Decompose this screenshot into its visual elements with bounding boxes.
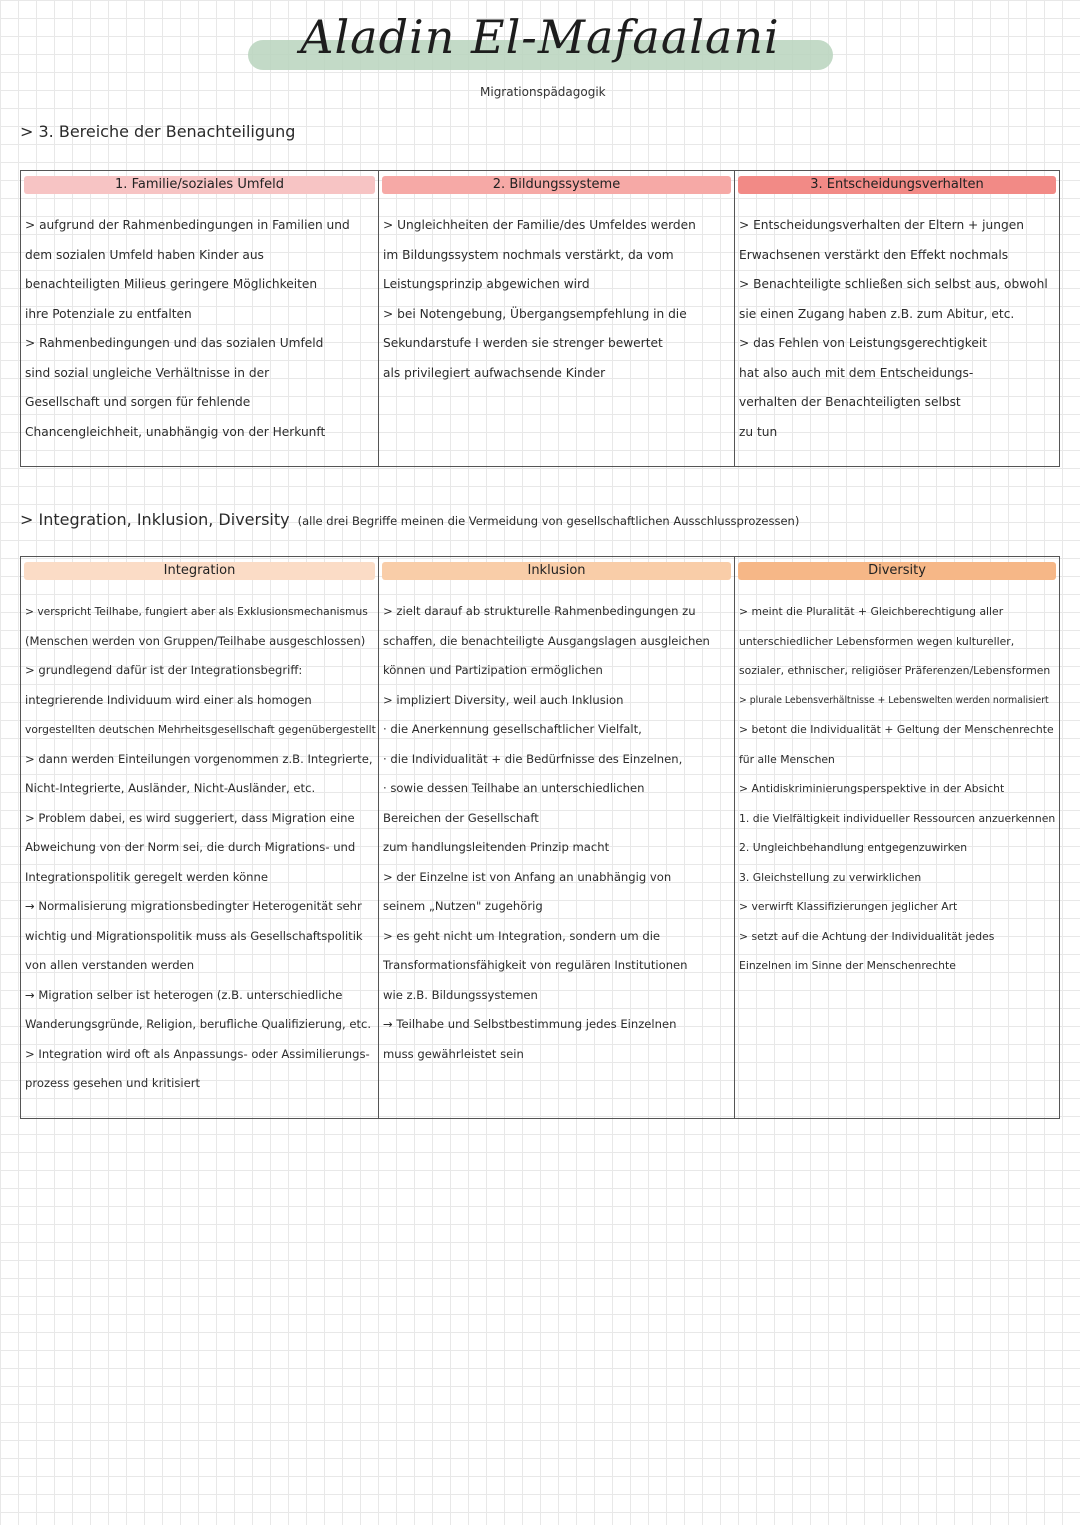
column-header: Integration <box>24 562 375 580</box>
text-line: → Teilhabe und Selbstbestimmung jedes Einzelnen <box>383 1017 677 1031</box>
text-line: > der Einzelne ist von Anfang an unabhängig von <box>383 869 672 884</box>
column-header: Inklusion <box>382 562 731 580</box>
text-line: > Rahmenbedingungen und das sozialen Umfeld <box>25 336 324 350</box>
column-familie <box>21 171 378 466</box>
text-line: wichtig und Migrationspolitik muss als Gesellschaftspolitik <box>25 928 363 943</box>
text-line: 2. Ungleichbehandlung entgegenzuwirken <box>739 841 968 854</box>
text-line: für alle Menschen <box>739 752 835 766</box>
text-line: Integrationspolitik geregelt werden könne <box>25 869 268 884</box>
text-line: sie einen Zugang haben z.B. zum Abitur, etc. <box>739 306 1015 321</box>
text-line: sind sozial ungleiche Verhältnisse in der <box>25 365 270 380</box>
text-line: > verwirft Klassifizierungen jeglicher Art <box>739 900 958 913</box>
text-line: > Integration wird oft als Anpassungs- oder Assimilierungs- <box>25 1046 370 1061</box>
column-header: 2. Bildungssysteme <box>382 176 731 194</box>
text-line: Gesellschaft und sorgen für fehlende <box>25 395 251 409</box>
column-body <box>25 597 376 1099</box>
text-line: hat also auch mit dem Entscheidungs- <box>739 365 974 380</box>
column-integration <box>21 557 378 1118</box>
column-body <box>383 597 732 1069</box>
column-diversity <box>734 557 1059 1118</box>
column-entscheidungsverhalten <box>734 171 1059 466</box>
text-line: Erwachsenen verstärkt den Effekt nochmals <box>739 247 1009 262</box>
text-line: 1. die Vielfältigkeit individueller Ressourcen anzuerkennen <box>739 811 1056 825</box>
text-line: Transformationsfähigkeit von regulären Institutionen <box>383 958 688 972</box>
text-line: 3. Gleichstellung zu verwirklichen <box>739 870 922 884</box>
column-bildungssysteme <box>378 171 734 466</box>
text-line: → Normalisierung migrationsbedingter Heterogenität sehr <box>25 899 362 913</box>
text-line: (Menschen werden von Gruppen/Teilhabe ausgeschlossen) <box>25 633 366 648</box>
text-line: sozialer, ethnischer, religiöser Präferenzen/Lebensformen <box>739 664 1051 677</box>
text-line: · die Anerkennung gesellschaftlicher Vielfalt, <box>383 722 642 736</box>
column-body <box>383 211 732 388</box>
page-title: Aladin El-Mafaalani <box>300 10 780 64</box>
text-line: vorgestellten deutschen Mehrheitsgesellschaft gegenübergestellt <box>25 723 376 736</box>
text-line: integrierende Individuum wird einer als homogen <box>25 692 312 707</box>
text-line: verhalten der Benachteiligten selbst <box>739 395 961 409</box>
section-heading-note: (alle drei Begriffe meinen die Vermeidung von gesellschaftlichen Ausschlussprozessen) <box>297 514 800 528</box>
column-header: 3. Entscheidungsverhalten <box>738 176 1056 194</box>
text-line: > betont die Individualität + Geltung der Menschenrechte <box>739 723 1054 736</box>
text-line: > impliziert Diversity, weil auch Inklusion <box>383 692 624 707</box>
text-line: schaffen, die benachteiligte Ausgangslagen ausgleichen <box>383 633 710 648</box>
page-subtitle: Migrationspädagogik <box>480 85 606 99</box>
text-line: > es geht nicht um Integration, sondern um die <box>383 928 661 943</box>
text-line: ihre Potenziale zu entfalten <box>25 306 192 321</box>
text-line: benachteiligten Milieus geringere Möglichkeiten <box>25 277 318 291</box>
text-line: zu tun <box>739 424 778 439</box>
text-line: unterschiedlicher Lebensformen wegen kultureller, <box>739 634 1015 648</box>
column-body <box>739 211 1057 447</box>
section-heading-integration <box>20 510 799 529</box>
text-line: > Entscheidungsverhalten der Eltern + jungen <box>739 218 1024 232</box>
section-heading-text: > 3. Bereiche der Benachteiligung <box>20 122 296 141</box>
column-header: Diversity <box>738 562 1056 580</box>
text-line: > meint die Pluralität + Gleichberechtigung aller <box>739 605 1004 618</box>
text-line: können und Partizipation ermöglichen <box>383 663 603 677</box>
text-line: im Bildungssystem nochmals verstärkt, da vom <box>383 247 674 262</box>
column-header: 1. Familie/soziales Umfeld <box>24 176 375 194</box>
text-line: > bei Notengebung, Übergangsempfehlung in die <box>383 306 687 321</box>
text-line: zum handlungsleitenden Prinzip macht <box>383 840 610 854</box>
text-line: > zielt darauf ab strukturelle Rahmenbedingungen zu <box>383 604 696 618</box>
column-body <box>25 211 376 447</box>
text-line: Wanderungsgründe, Religion, berufliche Qualifizierung, etc. <box>25 1017 372 1031</box>
text-line: von allen verstanden werden <box>25 958 195 972</box>
table-benachteiligung <box>20 170 1060 467</box>
text-line: > aufgrund der Rahmenbedingungen in Familien und <box>25 218 350 232</box>
text-line: als privilegiert aufwachsende Kinder <box>383 365 606 380</box>
text-line: → Migration selber ist heterogen (z.B. unterschiedliche <box>25 987 343 1002</box>
text-line: Nicht-Integrierte, Ausländer, Nicht-Ausländer, etc. <box>25 781 316 795</box>
text-line: · die Individualität + die Bedürfnisse des Einzelnen, <box>383 751 683 766</box>
text-line: muss gewährleistet sein <box>383 1046 524 1061</box>
text-line: seinem „Nutzen" zugehörig <box>383 899 543 913</box>
text-line: > Antidiskriminierungsperspektive in der Absicht <box>739 782 1005 795</box>
text-line: > verspricht Teilhabe, fungiert aber als Exklusionsmechanismus <box>25 605 368 618</box>
text-line: dem sozialen Umfeld haben Kinder aus <box>25 247 264 262</box>
text-line: Bereichen der Gesellschaft <box>383 810 539 825</box>
text-line: > setzt auf die Achtung der Individualität jedes <box>739 929 995 943</box>
column-inklusion <box>378 557 734 1118</box>
table-integration-inklusion-diversity <box>20 556 1060 1119</box>
text-line: Leistungsprinzip abgewichen wird <box>383 277 590 291</box>
text-line: Sekundarstufe I werden sie strenger bewertet <box>383 336 663 350</box>
text-line: Einzelnen im Sinne der Menschenrechte <box>739 959 956 972</box>
text-line: > das Fehlen von Leistungsgerechtigkeit <box>739 336 988 350</box>
column-body <box>739 597 1057 981</box>
text-line: > Problem dabei, es wird suggeriert, dass Migration eine <box>25 810 355 825</box>
text-line: > Ungleichheiten der Familie/des Umfeldes werden <box>383 218 696 232</box>
text-line: Chancengleichheit, unabhängig von der Herkunft <box>25 424 326 439</box>
text-line: · sowie dessen Teilhabe an unterschiedlichen <box>383 781 645 795</box>
section-heading-text: > Integration, Inklusion, Diversity <box>20 510 290 529</box>
section-heading-benachteiligung <box>20 122 295 141</box>
text-line: > plurale Lebensverhältnisse + Lebenswelten werden normalisiert <box>739 694 1049 706</box>
text-line: > dann werden Einteilungen vorgenommen z.B. Integrierte, <box>25 751 373 766</box>
text-line: > grundlegend dafür ist der Integrationsbegriff: <box>25 663 303 677</box>
text-line: > Benachteiligte schließen sich selbst aus, obwohl <box>739 277 1048 291</box>
text-line: wie z.B. Bildungssystemen <box>383 987 538 1002</box>
text-line: prozess gesehen und kritisiert <box>25 1076 201 1090</box>
text-line: Abweichung von der Norm sei, die durch Migrations- und <box>25 840 356 854</box>
